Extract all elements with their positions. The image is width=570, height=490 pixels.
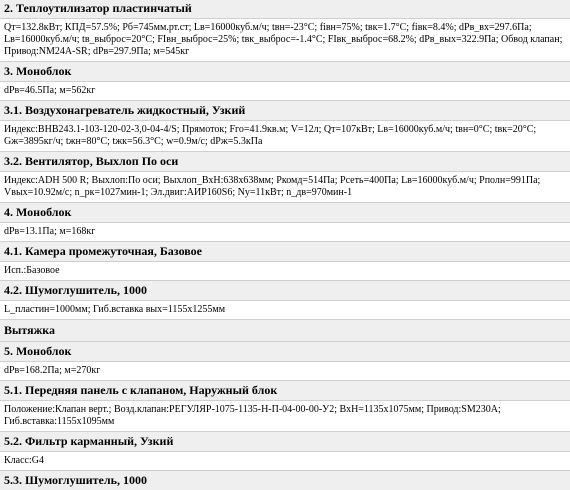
section-body-pocket-filter: Класс:G4 [0, 451, 570, 470]
section-body-silencer-4: L_пластин=1000мм; Гиб.вставка вых=1155х1255мм [0, 300, 570, 319]
section-header-monoblock-5: 5. Моноблок [0, 341, 570, 361]
section-body-monoblock-5: dPв=168.2Па; м=270кг [0, 361, 570, 380]
section-body-fan: Индекс:ADH 500 R; Выхлоп:По оси; Выхлоп_ВхН:638х638мм; Ркомд=514Па; Рсеть=400Па; Lв=16000куб.м/ч; Рполн=991Па; Vвых=10.92м/с; n_рк=1027мин-1; Эл.двиг:АИР160S6; Ny=11кВт; n_дв=970мин-1 [0, 171, 570, 202]
section-header-heat-recovery: 2. Теплоутилизатор пластинчатый [0, 0, 570, 18]
section-body-front-panel: Положение:Клапан верт.; Возд.клапан:РЕГУЛЯР-1075-1135-Н-П-04-00-00-У2; ВхН=1135х1075мм; Привод:SM230A; Гиб.вставка:1155х1095мм [0, 400, 570, 431]
section-body-heat-recovery: Qт=132.8кВт; КПД=57.5%; Рб=745мм.рт.ст; Lв=16000куб.м/ч; tвн=-23°C; fiвн=75%; tвк=1.7°C; fiвк=8.4%; dPв_вх=297.6Па; Lв=16000куб.м/ч; tв_выброс=20°C; FIвн_выброс=25%; tвк_выброс=-1.4°C; FIвк_выброс=68.2%; dPв_вых=322.9Па; Обвод клапан; Привод:NM24A-SR; dPв=297.9Па; м=545кг [0, 18, 570, 61]
section-title-exhaust: Вытяжка [0, 319, 570, 341]
section-header-intermediate-chamber: 4.1. Камера промежуточная, Базовое [0, 241, 570, 261]
section-body-intermediate-chamber: Исп.:Базовое [0, 261, 570, 280]
section-body-water-heater: Индекс:ВНВ243.1-103-120-02-3,0-04-4/S; Прямоток; Fго=41.9кв.м; V=12л; Qт=107кВт; Lв=16000куб.м/ч; tвн=0°C; tвк=20°C; Gж=3895кг/ч; tжн=80°C; tжк=56.3°C; w=0.9м/с; dPж=5.3кПа [0, 120, 570, 151]
section-header-monoblock-3: 3. Моноблок [0, 61, 570, 81]
section-header-fan: 3.2. Вентилятор, Выхлоп По оси [0, 151, 570, 171]
section-header-water-heater: 3.1. Воздухонагреватель жидкостный, Узкий [0, 100, 570, 120]
section-header-pocket-filter: 5.2. Фильтр карманный, Узкий [0, 431, 570, 451]
section-header-monoblock-4: 4. Моноблок [0, 202, 570, 222]
section-header-front-panel: 5.1. Передняя панель с клапаном, Наружный блок [0, 380, 570, 400]
section-header-silencer-5: 5.3. Шумоглушитель, 1000 [0, 470, 570, 490]
section-body-monoblock-4: dPв=13.1Па; м=168кг [0, 222, 570, 241]
section-header-silencer-4: 4.2. Шумоглушитель, 1000 [0, 280, 570, 300]
section-body-monoblock-3: dPв=46.5Па; м=562кг [0, 81, 570, 100]
